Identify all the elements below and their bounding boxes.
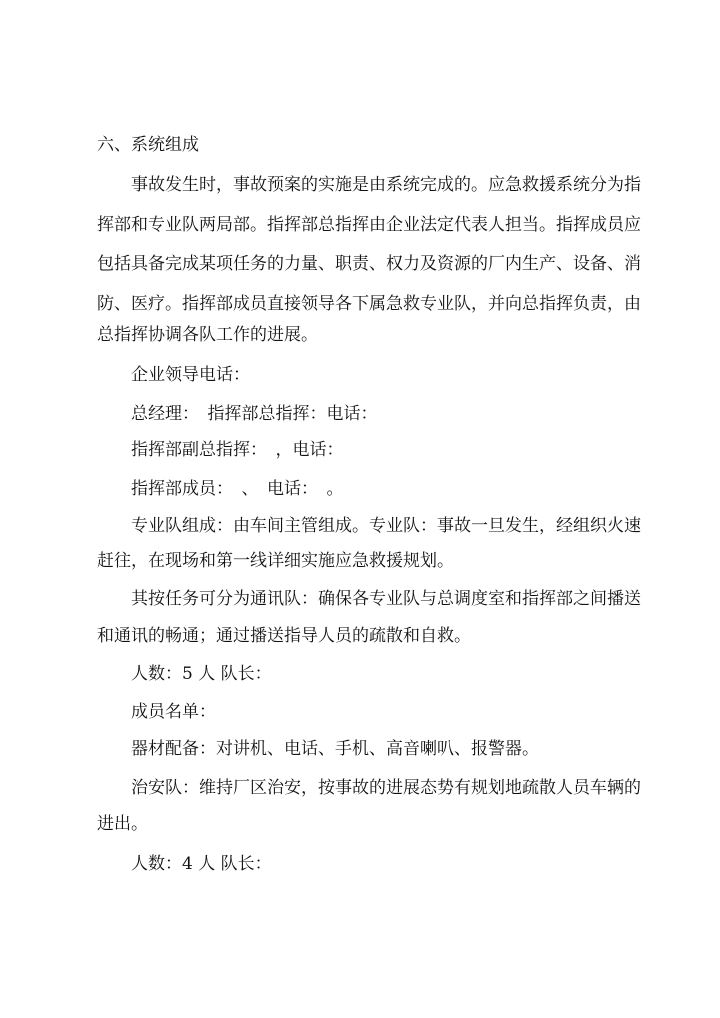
security-team-count: 人数：4 人 队长：	[131, 854, 272, 874]
commander-members-line: 指挥部成员： 、 电话： 。	[131, 479, 344, 499]
paragraph-line: 治安队：维持厂区治安，按事故的进展态势有规划地疏散人员车辆的	[131, 778, 641, 798]
paragraph-line: 赶往，在现场和第一线详细实施应急救援规划。	[97, 551, 454, 571]
paragraph-line: 事故发生时，事故预案的实施是由系统完成的。应急救援系统分为指	[131, 175, 641, 195]
paragraph-line: 专业队组成：由车间主管组成。专业队：事故一旦发生，经组织火速	[131, 516, 641, 536]
deputy-commander-line: 指挥部副总指挥： ，电话：	[131, 440, 344, 460]
paragraph-line: 挥部和专业队两局部。指挥部总指挥由企业法定代表人担当。指挥成员应	[97, 215, 641, 235]
paragraph-line: 和通讯的畅通；通过播送指导人员的疏散和自救。	[97, 626, 471, 646]
paragraph-line: 总指挥协调各队工作的进展。	[97, 325, 318, 345]
general-manager-line: 总经理： 指挥部总指挥：电话：	[131, 404, 378, 424]
paragraph-line: 进出。	[97, 814, 148, 834]
paragraph-line: 其按任务可分为通讯队：确保各专业队与总调度室和指挥部之间播送	[131, 589, 641, 609]
comm-equipment: 器材配备：对讲机、电话、手机、高音喇叭、报警器。	[131, 739, 539, 759]
comm-member-list: 成员名单：	[131, 702, 216, 722]
paragraph-line: 包括具备完成某项任务的力量、职责、权力及资源的厂内生产、设备、消	[97, 254, 641, 274]
comm-team-count: 人数：5 人 队长：	[131, 664, 272, 684]
paragraph-line: 防、医疗。指挥部成员直接领导各下属急救专业队，并向总指挥负责，由	[97, 294, 641, 314]
leader-phone-label: 企业领导电话：	[131, 365, 250, 385]
section-heading: 六、系统组成	[97, 135, 199, 155]
